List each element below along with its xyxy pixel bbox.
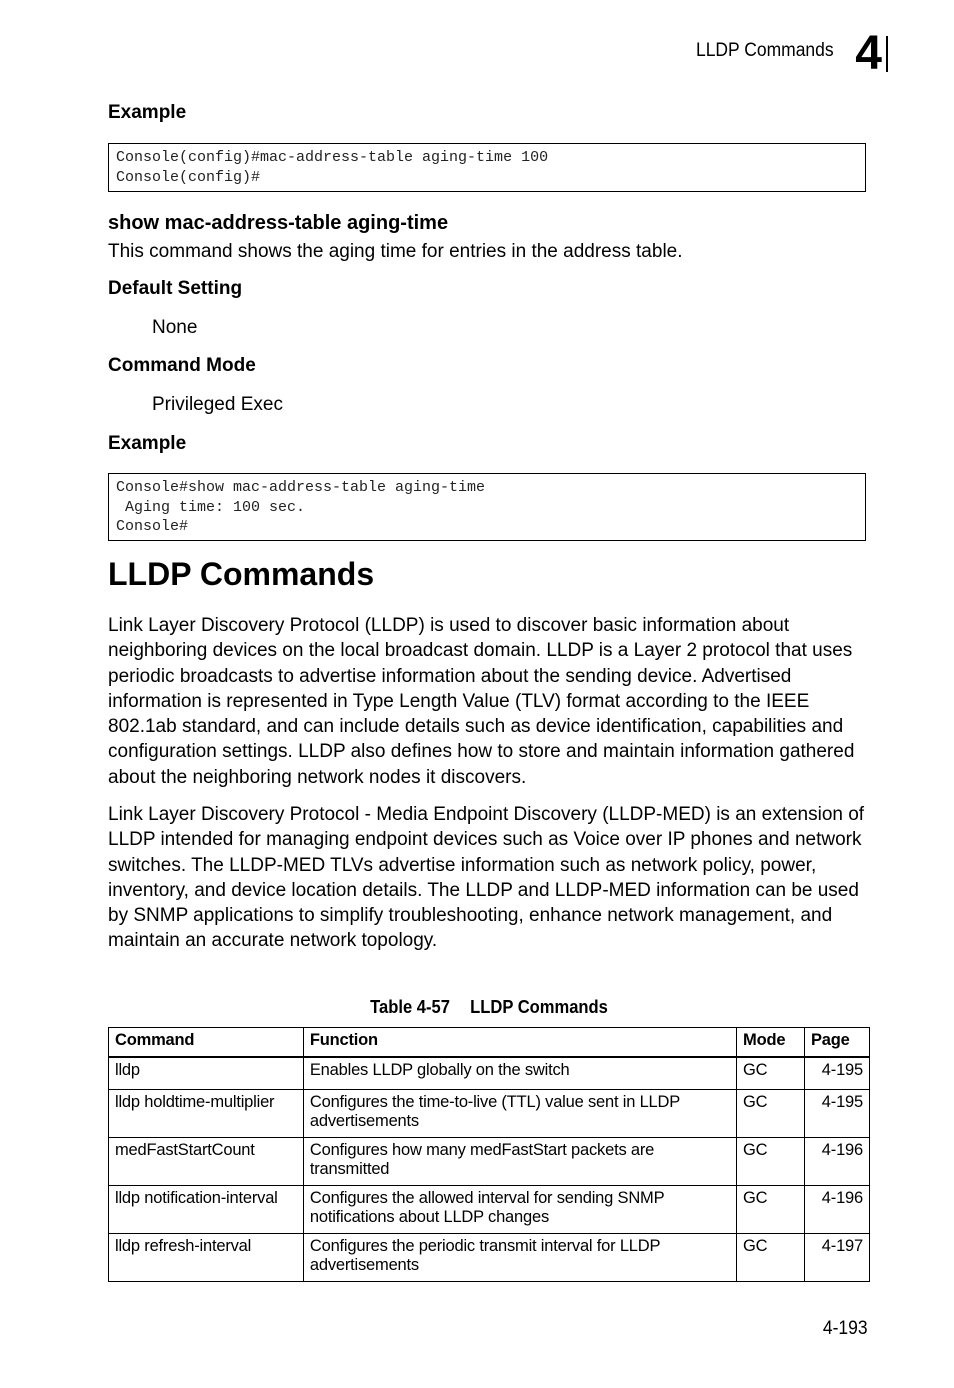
cell-command: lldp refresh-interval [109,1234,304,1282]
default-setting-value: None [152,317,198,338]
intro-paragraph-2: Link Layer Discovery Protocol - Media Endpoint Discovery (LLDP-MED) is an extension of LLDP intended for managing endpoint devices such as Voice over IP phones and network switches. The LLDP-MED TLVs advertise information such as network policy, power, inventory, and device location details. The LLDP and LLDP-MED information can be used by SNMP applications to simplify troubleshooting, enhance network management, and maintain an accurate network topology. [108,804,865,952]
page-number: 4-193 [823,1318,868,1339]
cell-mode: GC [737,1090,805,1138]
cell-mode: GC [737,1234,805,1282]
example-heading: Example [108,102,187,123]
cell-mode: GC [737,1186,805,1234]
cell-command: lldp [109,1057,304,1090]
cell-function: Configures the time-to-live (TTL) value sent in LLDP advertisements [303,1090,736,1138]
command-title: show mac-address-table aging-time [108,212,449,234]
table-caption-number: Table 4-57 [370,997,450,1017]
table-row [109,1138,870,1186]
column-header-command: Command [109,1028,304,1058]
cell-function: Configures the allowed interval for sending SNMP notifications about LLDP changes [303,1186,736,1234]
example-heading-2: Example [108,433,187,454]
cell-mode: GC [737,1138,805,1186]
cell-page: 4-196 [805,1138,870,1186]
running-header [684,27,888,80]
cell-mode: GC [737,1057,805,1090]
lldp-commands-table [108,1027,870,1282]
cell-command: medFastStartCount [109,1138,304,1186]
intro-paragraph-1: Link Layer Discovery Protocol (LLDP) is used to discover basic information about neighboring devices on the local broadcast domain. LLDP is a Layer 2 protocol that uses periodic broadcasts to advertise information about the sending device. Advertised information is represented in Type Length Value (TLV) format according to the IEEE 802.1ab standard, and can include details such as device identification, capabilities and configuration settings. LLDP also defines how to store and maintain information gathered about the neighboring network nodes it discovers. [108,615,855,788]
default-setting-heading: Default Setting [108,278,243,299]
cell-function: Configures the periodic transmit interval for LLDP advertisements [303,1234,736,1282]
cell-function: Configures how many medFastStart packets are transmitted [303,1138,736,1186]
chapter-number: 4 [855,36,888,72]
table-caption [138,997,839,1018]
column-header-mode: Mode [737,1028,805,1058]
running-header-title: LLDP Commands [695,40,834,61]
command-description: This command shows the aging time for entries in the address table. [108,241,683,262]
section-title: LLDP Commands [108,556,375,592]
column-header-function: Function [303,1028,736,1058]
column-header-page: Page [805,1028,870,1058]
table-row [109,1234,870,1282]
table-header-row [109,1028,870,1058]
command-mode-value: Privileged Exec [152,394,283,415]
cell-page: 4-195 [805,1090,870,1138]
cell-function: Enables LLDP globally on the switch [303,1057,736,1090]
cell-command: lldp holdtime-multiplier [109,1090,304,1138]
cell-page: 4-196 [805,1186,870,1234]
table-caption-title: LLDP Commands [470,997,608,1017]
cell-page: 4-195 [805,1057,870,1090]
table-row [109,1057,870,1090]
example-code-block-2: Console#show mac-address-table aging-time Aging time: 100 sec. Console# [108,473,866,541]
example-code-block: Console(config)#mac-address-table aging-time 100 Console(config)# [108,143,866,192]
table-row [109,1186,870,1234]
cell-command: lldp notification-interval [109,1186,304,1234]
cell-page: 4-197 [805,1234,870,1282]
table-row [109,1090,870,1138]
command-mode-heading: Command Mode [108,355,256,376]
